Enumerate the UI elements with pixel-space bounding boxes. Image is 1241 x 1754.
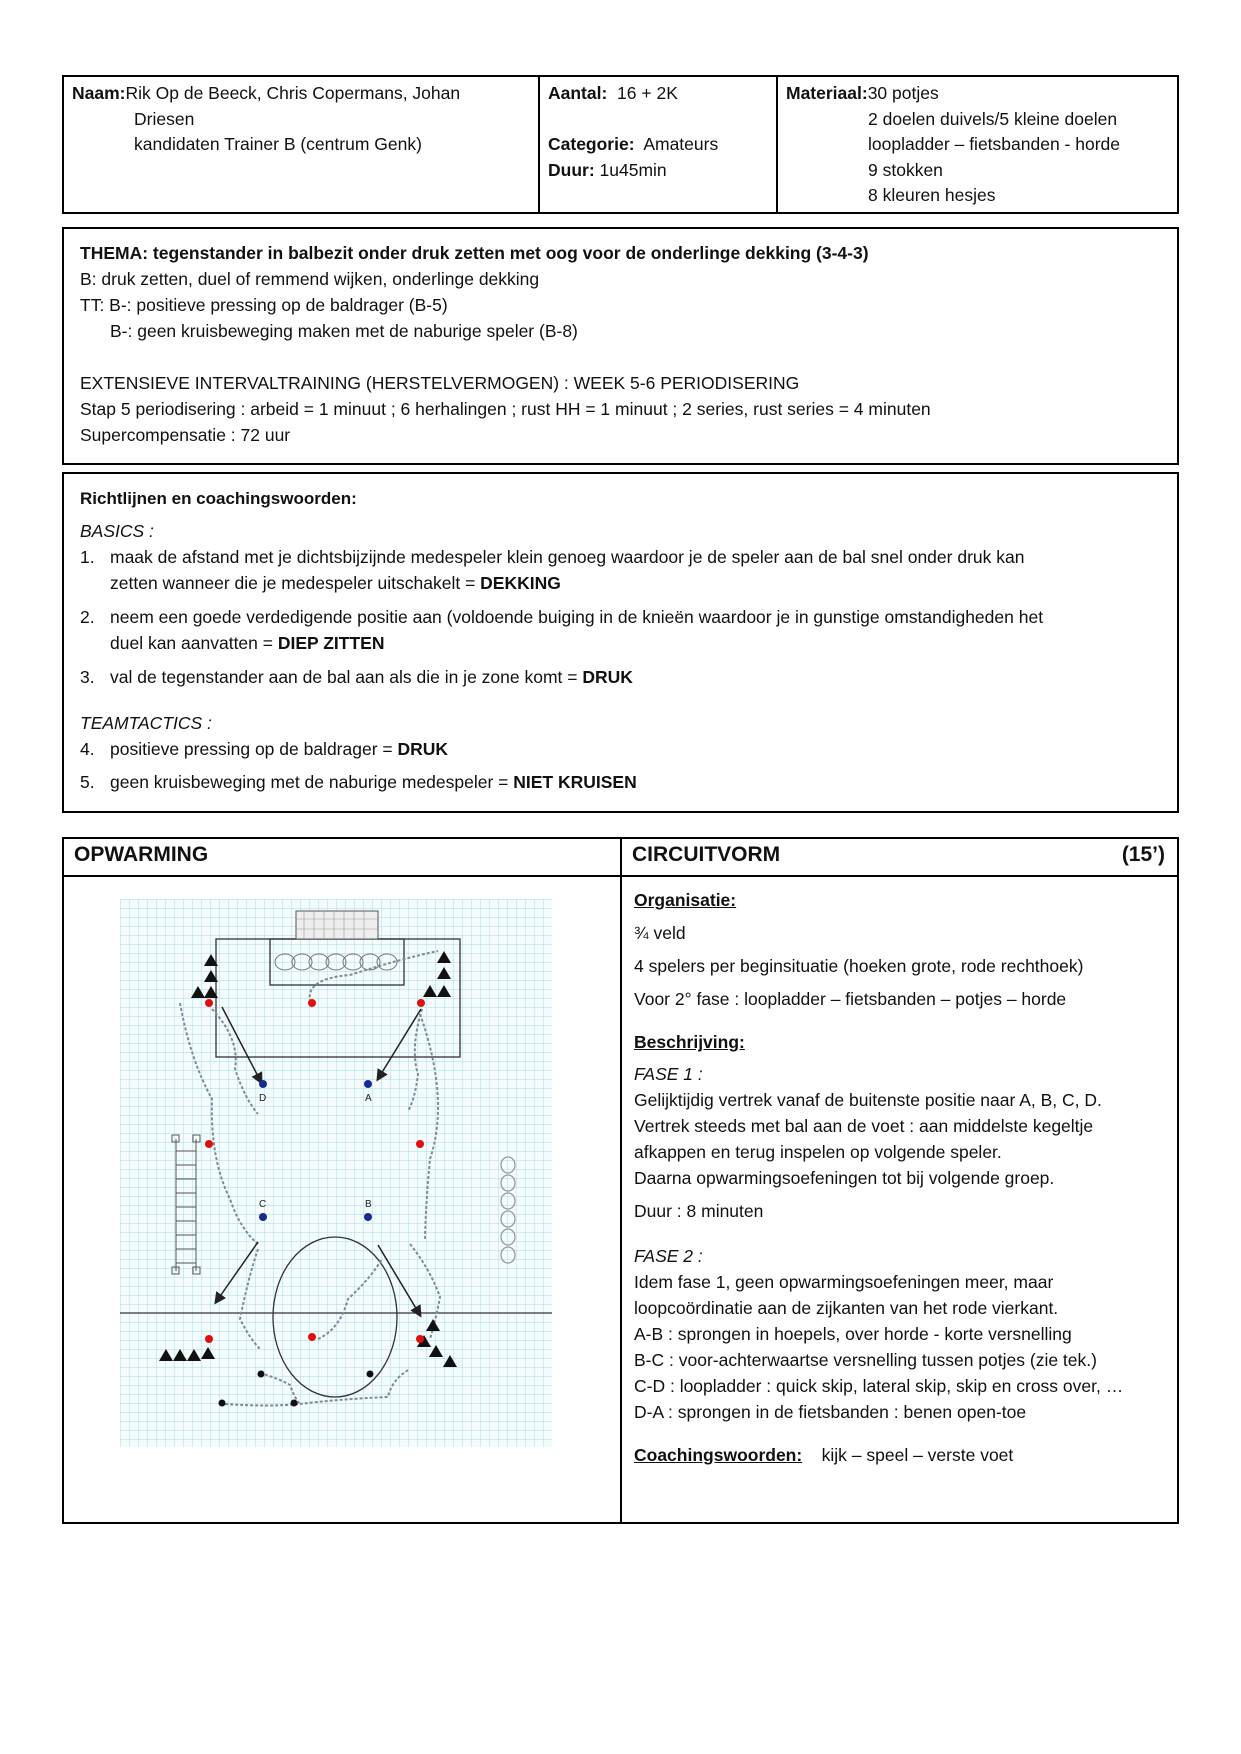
fase2-line-4: B-C : voor-achterwaartse versnelling tussen potjes (zie tek.)	[634, 1350, 1097, 1370]
header-table	[62, 75, 1179, 214]
item-text: maak de afstand met je dichtsbijzijnde medespeler klein genoeg waardoor je de speler aan de bal snel onder druk kan	[110, 547, 1025, 567]
fase2-line-5: C-D : loopladder : quick skip, lateral skip, skip en cross over, …	[634, 1376, 1124, 1396]
fase1-line-2: Vertrek steeds met bal aan de voet : aan middelste kegeltje	[634, 1116, 1094, 1136]
aantal-label: Aantal:	[548, 83, 608, 103]
training-line-2: Stap 5 periodisering : arbeid = 1 minuut ; 6 herhalingen ; rust HH = 1 minuut ; 2 series, rust series = 4 minuten	[80, 399, 931, 419]
richtlijnen-box	[62, 472, 1179, 813]
duration-label: (15’)	[1121, 843, 1165, 866]
label-a: A	[365, 1093, 372, 1104]
materiaal-line-4: 9 stokken	[868, 160, 943, 180]
naam-line-1: Rik Op de Beeck, Chris Copermans, Johan	[125, 83, 461, 103]
fase2-line-2: loopcoördinatie aan de zijkanten van het rode vierkant.	[634, 1298, 1059, 1318]
circuit-description	[634, 887, 1169, 1468]
thema-line-2: TT: B-: positieve pressing op de baldrager (B-5)	[80, 295, 448, 315]
categorie-value: Amateurs	[643, 134, 719, 154]
beschrijving-label: Beschrijving:	[634, 1032, 745, 1052]
duur-value: 1u45min	[599, 160, 667, 180]
fase1-line-3: afkappen en terug inspelen op volgende speler.	[634, 1142, 1002, 1162]
item-number: 3.	[80, 667, 95, 687]
item-keyword: NIET KRUISEN	[513, 772, 637, 792]
naam-line-2: Driesen	[134, 109, 195, 129]
item-text: val de tegenstander aan de bal aan als die in je zone komt =	[110, 667, 583, 687]
opwarming-box	[62, 837, 1179, 1524]
richtlijnen-title: Richtlijnen en coachingswoorden:	[80, 489, 357, 508]
training-line-1: EXTENSIEVE INTERVALTRAINING (HERSTELVERMOGEN) : WEEK 5-6 PERIODISERING	[80, 373, 800, 393]
coaching-label: Coachingswoorden:	[634, 1445, 803, 1465]
item-number: 5.	[80, 772, 95, 792]
training-line-3: Supercompensatie : 72 uur	[80, 425, 291, 445]
item-keyword: DEKKING	[480, 573, 561, 593]
item-keyword: DRUK	[397, 739, 449, 759]
thema-line-1: B: druk zetten, duel of remmend wijken, onderlinge dekking	[80, 269, 540, 289]
tactics-item-4	[80, 736, 1161, 762]
fase2-label: FASE 2 :	[634, 1246, 703, 1266]
column-divider	[620, 839, 622, 1522]
label-c: C	[259, 1199, 267, 1210]
duur-label: Duur:	[548, 160, 595, 180]
fase1-line-4: Daarna opwarmingsoefeningen tot bij volgende groep.	[634, 1168, 1055, 1188]
goal	[296, 911, 378, 939]
fase2-line-6: D-A : sprongen in de fietsbanden : benen open-toe	[634, 1402, 1027, 1422]
item-number: 4.	[80, 739, 95, 759]
thema-box	[62, 227, 1179, 465]
item-text: geen kruisbeweging met de naburige medespeler =	[110, 772, 514, 792]
coaching-words: kijk – speel – verste voet	[821, 1445, 1014, 1465]
item-text: zetten wanneer die je medespeler uitschakelt =	[110, 573, 481, 593]
item-keyword: DRUK	[582, 667, 633, 687]
item-text: positieve pressing op de baldrager =	[110, 739, 398, 759]
fase2-line-3: A-B : sprongen in hoepels, over horde - korte versnelling	[634, 1324, 1072, 1344]
basics-item-1	[80, 544, 1161, 596]
materiaal-cell	[776, 77, 1177, 212]
item-text: duel kan aanvatten =	[110, 633, 278, 653]
fase1-label: FASE 1 :	[634, 1064, 703, 1084]
item-number: 2.	[80, 607, 95, 627]
organisatie-line-2: 4 spelers per beginsituatie (hoeken grote, rode rechthoek)	[634, 956, 1084, 976]
fase1-line-1: Gelijktijdig vertrek vanaf de buitenste positie naar A, B, C, D.	[634, 1090, 1102, 1110]
materiaal-line-2: 2 doelen duivels/5 kleine doelen	[868, 109, 1118, 129]
thema-line-3: B-: geen kruisbeweging maken met de naburige speler (B-8)	[110, 321, 578, 341]
materiaal-line-5: 8 kleuren hesjes	[868, 185, 996, 205]
teamtactics-label: TEAMTACTICS :	[80, 713, 212, 733]
duur-text: Duur : 8 minuten	[634, 1201, 764, 1221]
organisatie-line-3: Voor 2° fase : loopladder – fietsbanden – potjes – horde	[634, 989, 1067, 1009]
organisatie-line-1: ¾ veld	[634, 923, 686, 943]
item-number: 1.	[80, 547, 95, 567]
basics-item-2	[80, 604, 1161, 656]
label-d: D	[259, 1093, 267, 1104]
basics-label: BASICS :	[80, 521, 154, 541]
thema-title: THEMA: tegenstander in balbezit onder druk zetten met oog voor de onderlinge dekking (3-4-3)	[80, 243, 869, 263]
aantal-value: 16 + 2K	[617, 83, 678, 103]
naam-cell	[64, 77, 540, 212]
basics-item-3	[80, 664, 1161, 690]
opwarming-title: OPWARMING	[74, 843, 209, 866]
tactics-item-5	[80, 769, 1161, 795]
field-diagram	[120, 899, 552, 1447]
item-keyword: DIEP ZITTEN	[277, 633, 385, 653]
categorie-label: Categorie:	[548, 134, 635, 154]
item-text: neem een goede verdedigende positie aan (voldoende buiging in de knieën waardoor je in gunstige omstandigheden het	[110, 607, 1044, 627]
materiaal-line-3: loopladder – fietsbanden - horde	[868, 134, 1120, 154]
naam-line-3: kandidaten Trainer B (centrum Genk)	[134, 134, 422, 154]
circuitvorm-title: CIRCUITVORM	[632, 843, 781, 866]
naam-label: Naam:	[72, 83, 126, 103]
materiaal-line-1: 30 potjes	[867, 83, 939, 103]
fase2-line-1: Idem fase 1, geen opwarmingsoefeningen meer, maar	[634, 1272, 1054, 1292]
organisatie-label: Organisatie:	[634, 890, 737, 910]
aantal-cell	[538, 77, 778, 212]
materiaal-label: Materiaal:	[786, 83, 868, 103]
label-b: B	[365, 1199, 372, 1210]
